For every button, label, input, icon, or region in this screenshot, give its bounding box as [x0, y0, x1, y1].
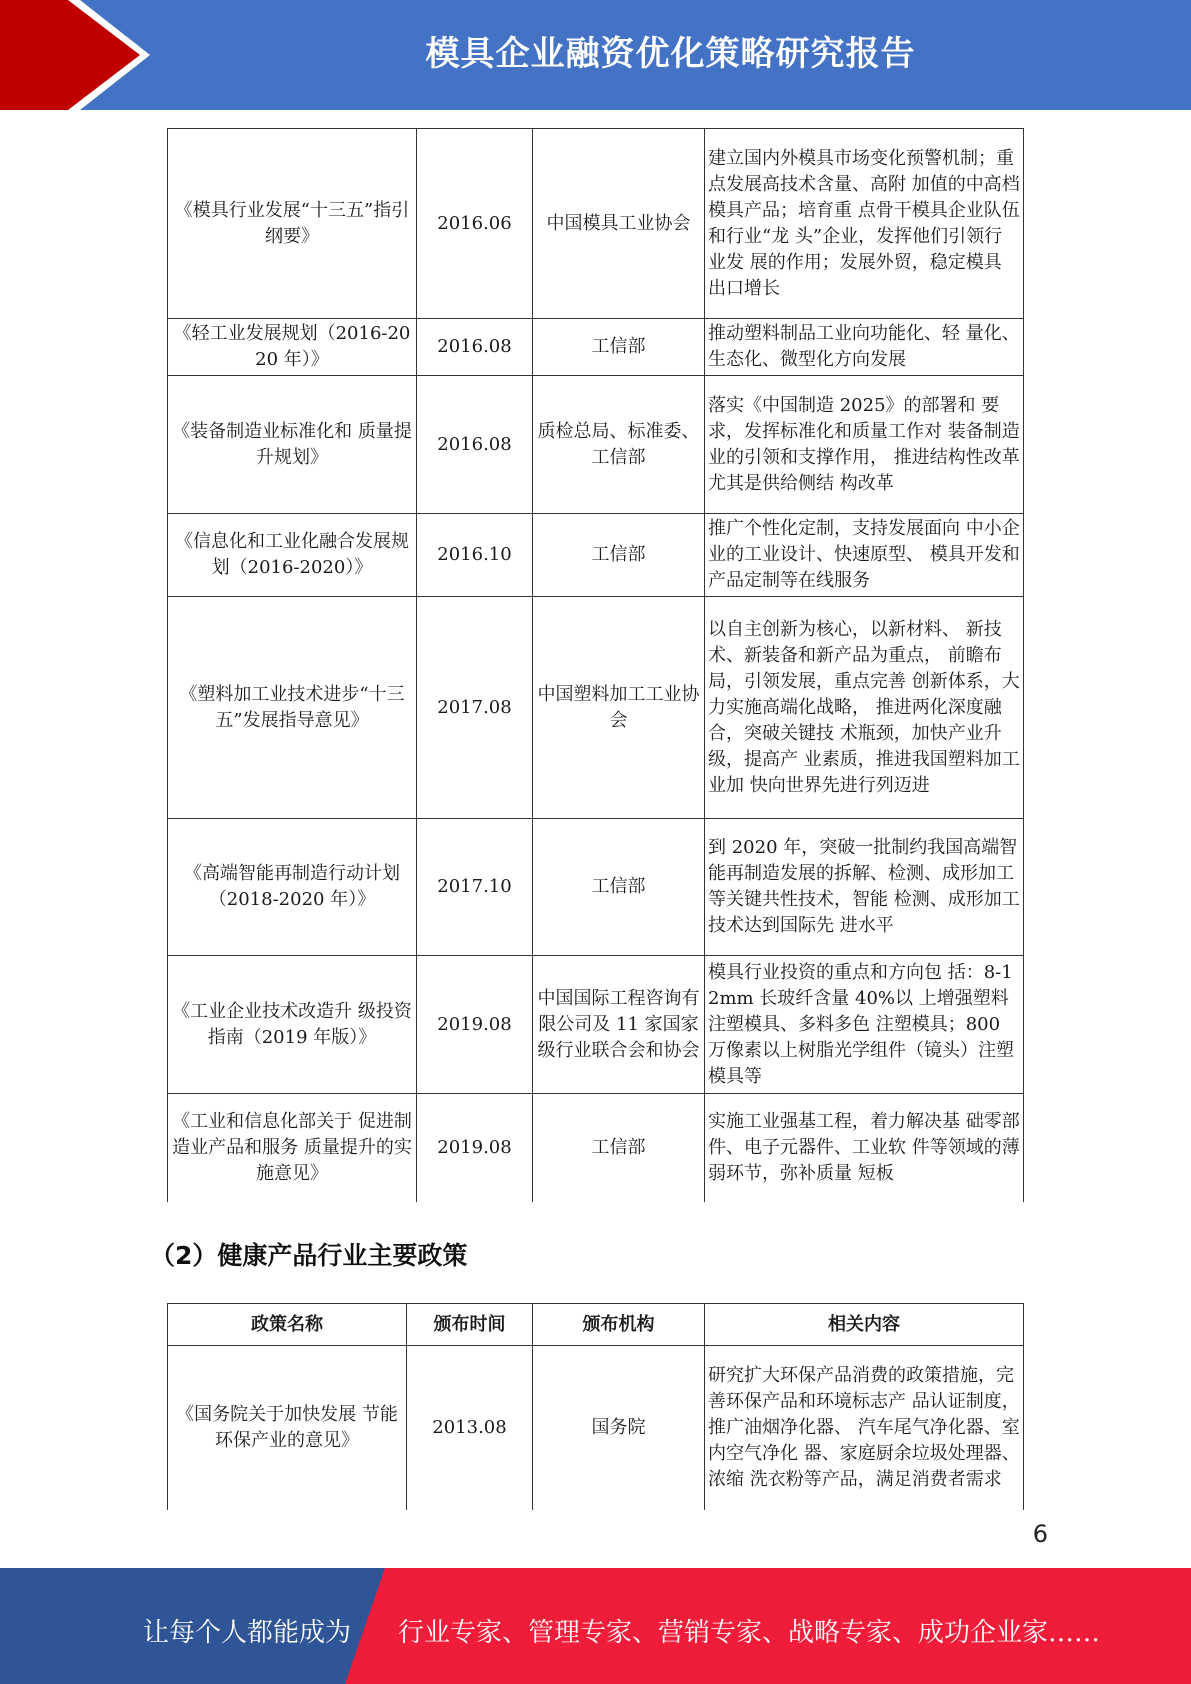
policy-org: 中国国际工程咨询有限公司及 11 家国家级行业联合会和协会 [533, 956, 705, 1094]
section-heading: （2）健康产品行业主要政策 [150, 1241, 468, 1270]
table-row [168, 514, 1024, 597]
policy-content: 到 2020 年，突破一批制约我国高端智能再制造发展的拆解、检测、成形加工等关键共性技术，智能 检测、成形加工技术达到国际先 进水平 [705, 819, 1024, 956]
table-header-row [168, 1304, 1024, 1346]
column-header-content: 相关内容 [705, 1304, 1024, 1346]
policy-content: 实施工业强基工程，着力解决基 础零部件、电子元器件、工业软 件等领域的薄弱环节，弥补质量 短板 [705, 1094, 1024, 1202]
column-header-org: 颁布机构 [533, 1304, 705, 1346]
policy-date: 2016.08 [417, 319, 533, 376]
policy-content: 推动塑料制品工业向功能化、轻 量化、生态化、微型化方向发展 [705, 319, 1024, 376]
policy-name: 《塑料加工业技术进步“十三五”发展指导意见》 [168, 597, 417, 819]
policy-org: 工信部 [533, 819, 705, 956]
policy-content: 推广个性化定制，支持发展面向 中小企业的工业设计、快速原型、 模具开发和产品定制等在线服务 [705, 514, 1024, 597]
header-chevron-icon [0, 0, 140, 110]
column-header-name: 政策名称 [168, 1304, 407, 1346]
policy-name: 《轻工业发展规划（2016-2020 年）》 [168, 319, 417, 376]
policy-content: 以自主创新为核心，以新材料、 新技术、新装备和新产品为重点， 前瞻布局，引领发展，重点完善 创新体系，大力实施高端化战略， 推进两化深度融合，突破关键技 术瓶颈，加快产业升级，提高产 业素质，推进我国塑料加工业加 快向世界先进行列迈进 [705, 597, 1024, 819]
document-title: 模具企业融资优化策略研究报告 [425, 34, 916, 74]
policy-name: 《信息化和工业化融合发展规划（2016-2020）》 [168, 514, 417, 597]
policy-name: 《模具行业发展“十三五”指引纲要》 [168, 129, 417, 319]
footer-slogan-right: 行业专家、管理专家、营销专家、战略专家、成功企业家…… [398, 1618, 1101, 1648]
table-row [168, 319, 1024, 376]
policy-content: 模具行业投资的重点和方向包 括：8-12mm 长玻纤含量 40%以 上增强塑料注塑模具、多料多色 注塑模具；800 万像素以上树脂光学组件（镜头）注塑模具等 [705, 956, 1024, 1094]
footer-slogan-left: 让每个人都能成为 [143, 1618, 352, 1648]
table-row [168, 1346, 1024, 1510]
policy-content: 落实《中国制造 2025》的部署和 要求，发挥标准化和质量工作对 装备制造业的引领和支撑作用， 推进结构性改革尤其是供给侧结 构改革 [705, 376, 1024, 514]
policy-date: 2017.08 [417, 597, 533, 819]
page-number: 6 [1032, 1520, 1048, 1548]
header-banner [0, 0, 1191, 110]
policy-org: 工信部 [533, 1094, 705, 1202]
policy-date: 2013.08 [407, 1346, 533, 1510]
policy-org: 国务院 [533, 1346, 705, 1510]
policy-org: 中国塑料加工工业协会 [533, 597, 705, 819]
policy-table-mold [167, 128, 1024, 1202]
policy-date: 2019.08 [417, 956, 533, 1094]
table-row [168, 376, 1024, 514]
table-row [168, 819, 1024, 956]
policy-name: 《国务院关于加快发展 节能环保产业的意见》 [168, 1346, 407, 1510]
table-row [168, 1094, 1024, 1202]
policy-name: 《工业和信息化部关于 促进制造业产品和服务 质量提升的实施意见》 [168, 1094, 417, 1202]
policy-table-health [167, 1303, 1024, 1510]
footer-banner [0, 1568, 1191, 1684]
policy-date: 2016.06 [417, 129, 533, 319]
column-header-date: 颁布时间 [407, 1304, 533, 1346]
policy-content: 建立国内外模具市场变化预警机制；重点发展高技术含量、高附 加值的中高档模具产品；培育重 点骨干模具企业队伍和行业“龙 头”企业，发挥他们引领行业发 展的作用；发展外贸，稳定模具 出口增长 [705, 129, 1024, 319]
policy-org: 工信部 [533, 514, 705, 597]
policy-date: 2019.08 [417, 1094, 533, 1202]
policy-name: 《高端智能再制造行动计划（2018-2020 年）》 [168, 819, 417, 956]
policy-org: 质检总局、标准委、工信部 [533, 376, 705, 514]
table-row [168, 597, 1024, 819]
policy-name: 《装备制造业标准化和 质量提升规划》 [168, 376, 417, 514]
policy-date: 2016.10 [417, 514, 533, 597]
policy-org: 工信部 [533, 319, 705, 376]
policy-org: 中国模具工业协会 [533, 129, 705, 319]
policy-name: 《工业企业技术改造升 级投资指南（2019 年版）》 [168, 956, 417, 1094]
policy-date: 2017.10 [417, 819, 533, 956]
table-row [168, 956, 1024, 1094]
table-row [168, 129, 1024, 319]
policy-content: 研究扩大环保产品消费的政策措施，完善环保产品和环境标志产 品认证制度，推广油烟净化器、 汽车尾气净化器、室内空气净化 器、家庭厨余垃圾处理器、浓缩 洗衣粉等产品，满足消费者需求 [705, 1346, 1024, 1510]
policy-date: 2016.08 [417, 376, 533, 514]
